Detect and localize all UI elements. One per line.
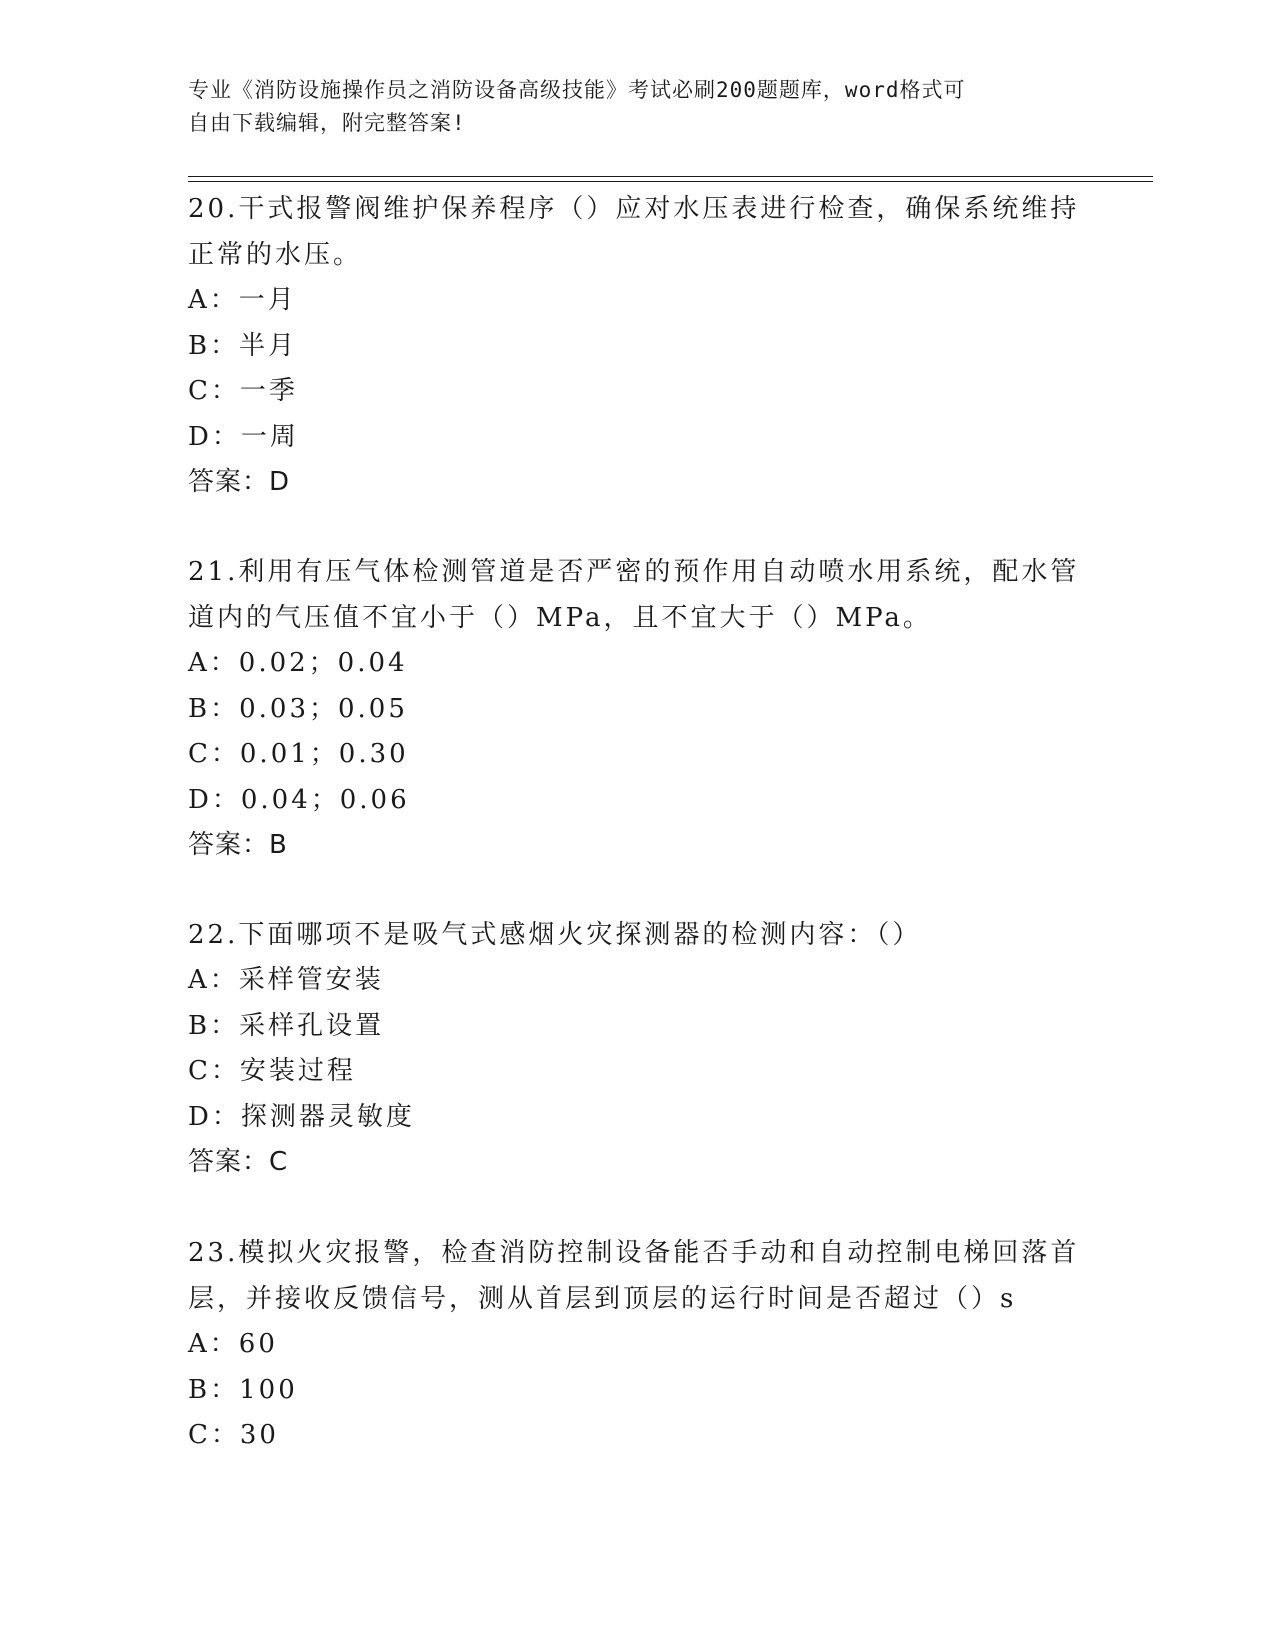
answer-line: 答案：D	[188, 467, 291, 497]
stem-line: 22.下面哪项不是吸气式感烟火灾探测器的检测内容：（）	[188, 920, 922, 950]
stem-line: 23.模拟火灾报警，检查消防控制设备能否手动和自动控制电梯回落首	[188, 1238, 1080, 1268]
option-d: D：探测器灵敏度	[188, 1101, 415, 1132]
stem-line: 道内的气压值不宜小于（）MPa，且不宜大于（）MPa。	[188, 603, 932, 633]
option-c: C：30	[188, 1420, 279, 1450]
header-line-2: 自由下载编辑，附完整答案!	[188, 111, 466, 135]
option-b: B：0.03；0.05	[188, 693, 408, 724]
question-stem	[188, 912, 1088, 958]
stem-line: 20.干式报警阀维护保养程序（）应对水压表进行检查，确保系统维持	[188, 194, 1080, 224]
answer-line: 答案：C	[188, 1147, 289, 1177]
stem-line: 正常的水压。	[188, 240, 363, 270]
option-a: A：0.02；0.04	[188, 648, 408, 678]
option-c: C：安装过程	[188, 1056, 356, 1086]
question-stem	[188, 549, 1088, 641]
question-20	[188, 186, 1088, 506]
option-a: A：采样管安装	[188, 965, 384, 995]
option-d: D：0.04；0.06	[188, 784, 410, 815]
option-d: D：一周	[188, 421, 299, 452]
option-c: C：0.01；0.30	[188, 739, 409, 769]
header-divider-bottom	[188, 181, 1153, 182]
document-header	[188, 74, 1088, 140]
option-c: C：一季	[188, 376, 298, 406]
stem-line: 21.利用有压气体检测管道是否严密的预作用自动喷水用系统，配水管	[188, 557, 1080, 587]
option-b: B：采样孔设置	[188, 1010, 385, 1041]
question-21	[188, 549, 1088, 869]
answer-line: 答案：B	[188, 830, 288, 860]
option-a: A：60	[188, 1329, 278, 1359]
question-stem	[188, 186, 1088, 278]
question-23	[188, 1230, 1088, 1459]
stem-line: 层，并接收反馈信号，测从首层到顶层的运行时间是否超过（）s	[188, 1284, 1017, 1314]
option-b: B：半月	[188, 330, 298, 361]
header-divider-top	[188, 176, 1153, 177]
option-a: A：一月	[188, 285, 297, 315]
question-22	[188, 912, 1088, 1186]
header-line-1: 专业《消防设施操作员之消防设备高级技能》考试必刷200题题库，word格式可	[188, 78, 966, 102]
option-b: B：100	[188, 1374, 298, 1405]
question-stem	[188, 1230, 1088, 1322]
